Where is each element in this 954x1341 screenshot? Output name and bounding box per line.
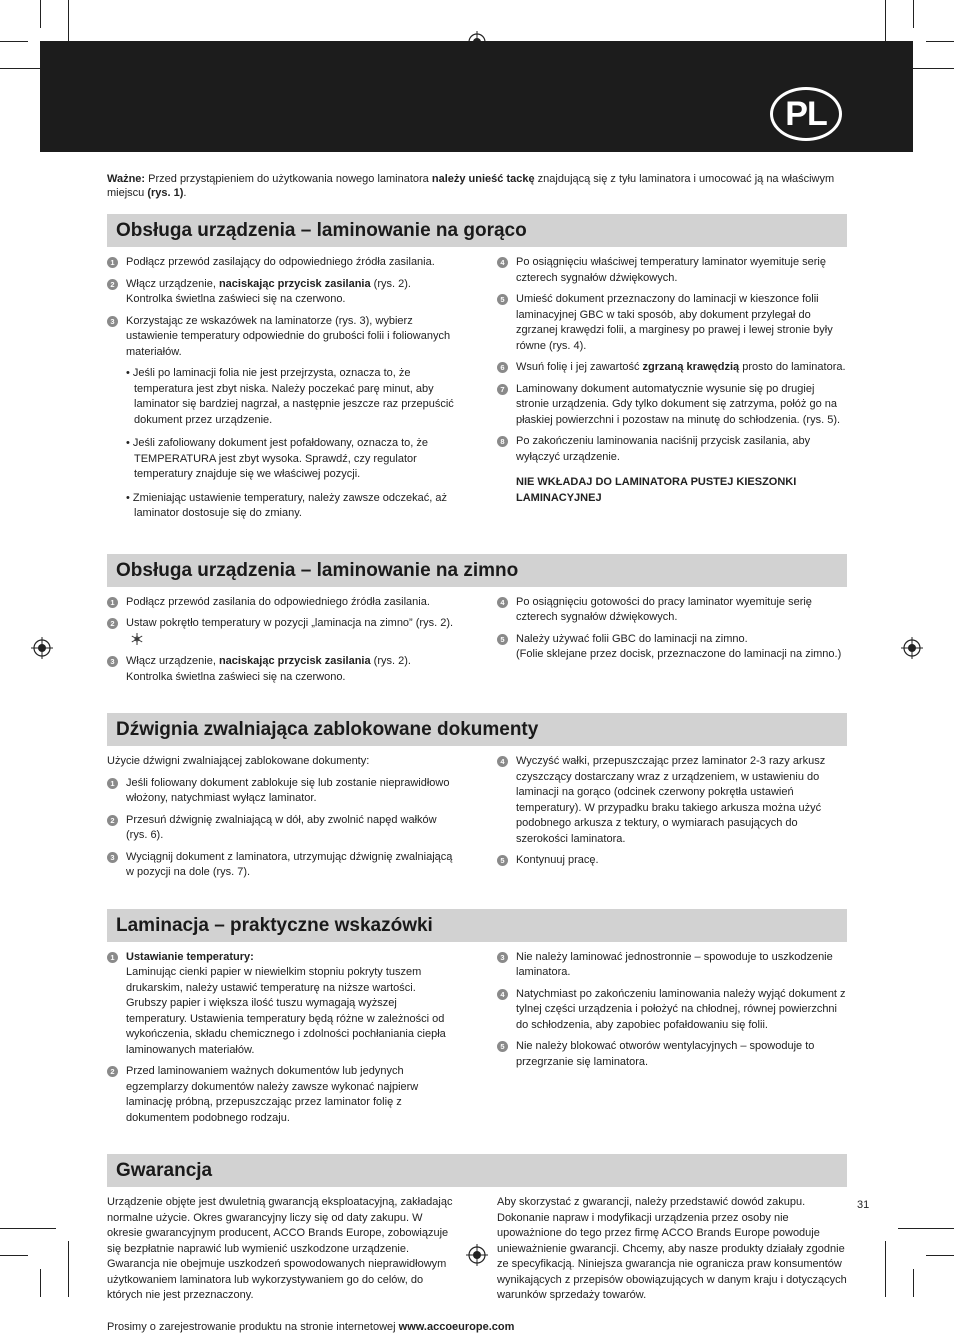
step-text: Nie należy laminować jednostronnie – spowoduje to uszkodzenie laminatora. xyxy=(516,950,833,978)
intro-lead: Ważne: xyxy=(107,173,146,185)
left-column xyxy=(107,950,457,1133)
step-number: 1 xyxy=(107,597,118,608)
page-number: 31 xyxy=(857,1199,870,1211)
step-text: Przesuń dźwignię zwalniającą w dół, aby zwolnić napęd wałków (rys. 6). xyxy=(126,813,437,841)
step-text xyxy=(126,277,457,308)
right-column xyxy=(497,1195,847,1310)
step-text-bold: zgrzaną krawędzią xyxy=(642,361,740,373)
step-number: 5 xyxy=(497,1041,508,1052)
step-text: Kontynuuj pracę. xyxy=(516,854,599,866)
registration-mark-icon xyxy=(901,637,923,659)
crop-mark xyxy=(0,1228,56,1229)
section-body xyxy=(107,754,847,887)
list-item xyxy=(497,595,847,626)
step-number: 3 xyxy=(497,952,508,963)
list-item xyxy=(107,616,457,648)
list-item xyxy=(107,255,457,271)
warranty-text: Urządzenie objęte jest dwuletnią gwarancją eksploatacyjną, zakładając normalne użycie. Okres gwarancyjny liczy się od daty zakupu. W okresie gwarancyjnym producent, ACCO Brands Europe, zobowiązuje się bezpłatnie naprawić lub wymienić uszkodzone urządzenie. Gwarancja nie obejmuje uszkodzeń spowodowanych nieprawidłowym użytkowaniem laminatora lub wykorzystywaniem go do celów, do których nie jest przeznaczony. xyxy=(107,1196,453,1301)
list-item xyxy=(107,595,457,611)
step-number: 3 xyxy=(107,656,118,667)
intro-bold: należy unieść tackę xyxy=(431,173,535,185)
step-text-part: Wsuń folię i jej zawartość xyxy=(516,361,643,373)
step-text: Po osiągnięciu właściwej temperatury laminator wyemituje serię czterech sygnałów dźwiękowych. xyxy=(516,256,826,284)
step-text xyxy=(516,632,847,663)
step-text: Natychmiast po zakończeniu laminowania należy wyjąć dokument z tylnej części urządzenia i położyć na chłodnej, równej powierzchni do schłodzenia, aby zapobiec pofałdowaniu się folii. xyxy=(516,987,846,1031)
list-item xyxy=(497,632,847,663)
step-text-part: (Folie sklejane przez docisk, przeznaczone do laminacji na zimno.) xyxy=(516,648,842,660)
section-title-hot: Obsługa urządzenia – laminowanie na gorąco xyxy=(107,214,847,247)
step-text: Wyciągnij dokument z laminatora, utrzymując dźwignię zwalniającą w pozycji na dole (rys. 7). xyxy=(126,850,453,878)
section-title-cold: Obsługa urządzenia – laminowanie na zimno xyxy=(107,554,847,587)
register-link[interactable]: www.accoeurope.com xyxy=(398,1320,515,1333)
section-body xyxy=(107,1195,847,1310)
crop-mark xyxy=(0,1255,28,1256)
section-body xyxy=(107,255,847,530)
step-number: 5 xyxy=(497,855,508,866)
step-text: Podłącz przewód zasilania do odpowiedniego źródła zasilania. xyxy=(126,595,430,608)
step-text: Korzystając ze wskazówek na laminatorze (rys. 3), wybierz ustawienie temperatury odpowiednie do grubości folii i foliowanych materiałów. xyxy=(126,314,451,358)
step-number: 3 xyxy=(107,852,118,863)
right-column xyxy=(497,595,847,692)
list-item xyxy=(497,853,847,869)
spacer xyxy=(107,691,847,713)
step-text: Przed laminowaniem ważnych dokumentów lub jedynych egzemplarzy dokumentów należy zawsze wykonać najpierw laminację próbną, przepuszczając przez laminator folię z dokumentem podobnego rodzaju. xyxy=(126,1065,419,1124)
step-number: 4 xyxy=(497,257,508,268)
step-number: 2 xyxy=(107,1066,118,1077)
crop-mark xyxy=(913,0,914,28)
step-text xyxy=(126,616,457,648)
list-item xyxy=(497,255,847,286)
crop-mark xyxy=(68,1241,69,1297)
step-number: 2 xyxy=(107,618,118,629)
section-title-tips: Laminacja – praktyczne wskazówki xyxy=(107,909,847,942)
step-text: Po zakończeniu laminowania naciśnij przycisk zasilania, aby wyłączyć urządzenie. xyxy=(516,435,811,463)
right-column xyxy=(497,754,847,887)
step-text: Laminowany dokument automatycznie wysunie się po drugiej stronie urządzenia. Gdy tylko dokument się zatrzyma, połóż go na płaskiej powierzchni i pozostaw na minutę do schłodzenia. (rys. 5). xyxy=(516,382,841,426)
step-text-part: (rys. 2). Kontrolka świetlna zaświeci się na czerwono. xyxy=(126,277,411,305)
list-item xyxy=(107,950,457,1059)
step-number: 4 xyxy=(497,989,508,1000)
bullet-note: • Jeśli zafoliowany dokument jest pofałdowany, oznacza to, że TEMPERATURA jest zbyt wysoka. Sprawdź, czy regulator temperatury znajduje się we właściwej pozycji. xyxy=(126,437,429,480)
left-column xyxy=(107,595,457,692)
crop-mark xyxy=(898,1228,954,1229)
list-item xyxy=(497,950,847,981)
section-body xyxy=(107,595,847,692)
right-column xyxy=(497,255,847,530)
list-item xyxy=(497,382,847,429)
list-item xyxy=(107,277,457,308)
crop-mark xyxy=(926,41,954,42)
step-number: 1 xyxy=(107,778,118,789)
step-text xyxy=(126,654,457,685)
spacer xyxy=(107,530,847,554)
list-item xyxy=(107,850,457,881)
intro-text: znajdującą się z tyłu laminatora i umocować ją na właściwym miejscu xyxy=(107,173,835,199)
register-text: Prosimy o zarejestrowanie produktu na stronie internetowej xyxy=(107,1320,399,1333)
step-text-part: Włącz urządzenie, xyxy=(126,655,219,667)
step-text: Nie należy blokować otworów wentylacyjnych – spowoduje to przegrzanie się laminatora. xyxy=(516,1040,815,1068)
crop-mark xyxy=(40,1269,41,1297)
list-item xyxy=(497,1039,847,1070)
spacer xyxy=(107,887,847,909)
step-text xyxy=(516,360,847,376)
step-number: 6 xyxy=(497,362,508,373)
list-item xyxy=(497,434,847,465)
section-lead: Użycie dźwigni zwalniającej zablokowane dokumenty: xyxy=(107,755,370,767)
step-text-bold: naciskając przycisk zasilania xyxy=(218,655,371,667)
step-text: Jeśli foliowany dokument zablokuje się lub zostanie nieprawidłowo włożony, natychmiast wyłącz laminator. xyxy=(126,776,450,804)
left-column xyxy=(107,1195,457,1310)
language-badge: PL xyxy=(770,87,842,141)
step-number: 2 xyxy=(107,815,118,826)
step-text-bold: Ustawianie temperatury: xyxy=(126,950,254,963)
list-item xyxy=(107,314,457,361)
crop-mark xyxy=(926,1255,954,1256)
intro-bold: (rys. 1) xyxy=(147,187,184,199)
list-item xyxy=(497,754,847,847)
step-text-part: prosto do laminatora. xyxy=(739,361,846,373)
step-text-part: Należy używać folii GBC do laminacji na zimno. xyxy=(516,632,748,645)
step-text xyxy=(126,950,457,1059)
step-text: Podłącz przewód zasilający do odpowiedniego źródła zasilania. xyxy=(126,256,435,268)
spacer xyxy=(107,1132,847,1154)
section-title-release-lever: Dźwignia zwalniająca zablokowane dokumenty xyxy=(107,713,847,746)
step-number: 2 xyxy=(107,279,118,290)
step-number: 1 xyxy=(107,952,118,963)
list-item xyxy=(497,360,847,376)
list-item xyxy=(497,292,847,354)
crop-mark xyxy=(913,1269,914,1297)
step-number: 7 xyxy=(497,384,508,395)
list-item xyxy=(107,654,457,685)
step-number: 5 xyxy=(497,634,508,645)
step-number: 3 xyxy=(107,316,118,327)
step-text: Po osiągnięciu gotowości do pracy laminator wyemituje serię czterech sygnałów dźwiękowych. xyxy=(516,595,812,623)
crop-mark xyxy=(885,1241,886,1297)
list-item xyxy=(107,1064,457,1126)
warning-text: NIE WKŁADAJ DO LAMINATORA PUSTEJ KIESZONKI LAMINACYJNEJ xyxy=(516,476,797,504)
intro-text: Przed przystąpieniem do użytkowania nowego laminatora xyxy=(145,173,432,185)
section-title-warranty: Gwarancja xyxy=(107,1154,847,1187)
right-column xyxy=(497,950,847,1133)
step-text-bold: naciskając przycisk zasilania xyxy=(218,277,371,290)
intro-note xyxy=(107,172,847,200)
step-text-part: (rys. 2). Kontrolka świetlna zaświeci się na czerwono. xyxy=(126,655,411,683)
step-text: Wyczyść wałki, przepuszczając przez laminator 2-3 razy arkusz czyszczący dostarczany wraz z urządzeniem, w ustawieniu do laminacji na gorąco (odcinek czerwony pokrętła ustawień temperatury). W przypadku braku takiego arkusza można użyć podobnego arkusza z tektury, o wymiarach pasujących do szerokości laminatora. xyxy=(516,755,826,845)
step-number: 5 xyxy=(497,294,508,305)
intro-text: . xyxy=(183,187,187,199)
step-number: 4 xyxy=(497,597,508,608)
step-number: 8 xyxy=(497,436,508,447)
left-column xyxy=(107,255,457,530)
bullet-note: • Jeśli po laminacji folia nie jest przejrzysta, oznacza to, że temperatura jest zbyt niska. Należy poczekać parę minut, aby laminator się bardziej nagrzał, a następnie jeszcze raz przepuścić dokument przez urządzenie. xyxy=(126,367,454,426)
step-number: 4 xyxy=(497,756,508,767)
page-content xyxy=(107,172,847,1341)
step-text-part: Ustaw pokrętło temperatury w pozycji „laminacja na zimno” (rys. 2). xyxy=(126,617,454,629)
bullet-note: • Zmieniając ustawienie temperatury, należy zawsze odczekać, aż laminator dostosuje się do zmiany. xyxy=(126,491,447,519)
list-item xyxy=(107,813,457,844)
list-item xyxy=(497,987,847,1034)
list-item xyxy=(107,776,457,807)
warranty-text: Aby skorzystać z gwarancji, należy przedstawić dowód zakupu. Dokonanie napraw i modyfikacji urządzenia przez osoby nie upoważnione do tego przez firmę ACCO Brands Europe powoduje unieważnienie gwarancji. Chcemy, aby nasze produkty działały zgodnie ze specyfikacją. Niniejsza gwarancja nie ogranicza praw konsumentów wynikających z przepisów obowiązujących w danym kraju i dotyczących warunków sprzedaży towarów. xyxy=(497,1196,847,1301)
crop-mark xyxy=(0,41,28,42)
step-text-part: Laminując cienki papier w niewielkim stopniu pokryty tuszem drukarskim, należy ustawić temperaturę na niższe wartości. Grubszy papier i większa ilość tuszu wymagają wyższej temperatury. Ustawienia temperatury będą różne w zależności od wykończenia, składu chemicznego i zdolności pochłaniania ciepła laminowanych materiałów. xyxy=(126,966,446,1056)
step-number: 1 xyxy=(107,257,118,268)
snowflake-icon xyxy=(130,632,144,646)
registration-mark-icon xyxy=(31,637,53,659)
step-text-part: Włącz urządzenie, xyxy=(126,277,219,290)
crop-mark xyxy=(40,0,41,28)
left-column xyxy=(107,754,457,887)
section-body xyxy=(107,950,847,1133)
register-note xyxy=(107,1320,847,1336)
step-text: Umieść dokument przeznaczony do laminacji w kieszonce folii laminacyjnej GBC w taki sposób, aby dokument przylegał do zgrzanej krawędzi folii, a marginesy po prawej i lewej stronie były równe (rys. 4). xyxy=(516,293,833,352)
